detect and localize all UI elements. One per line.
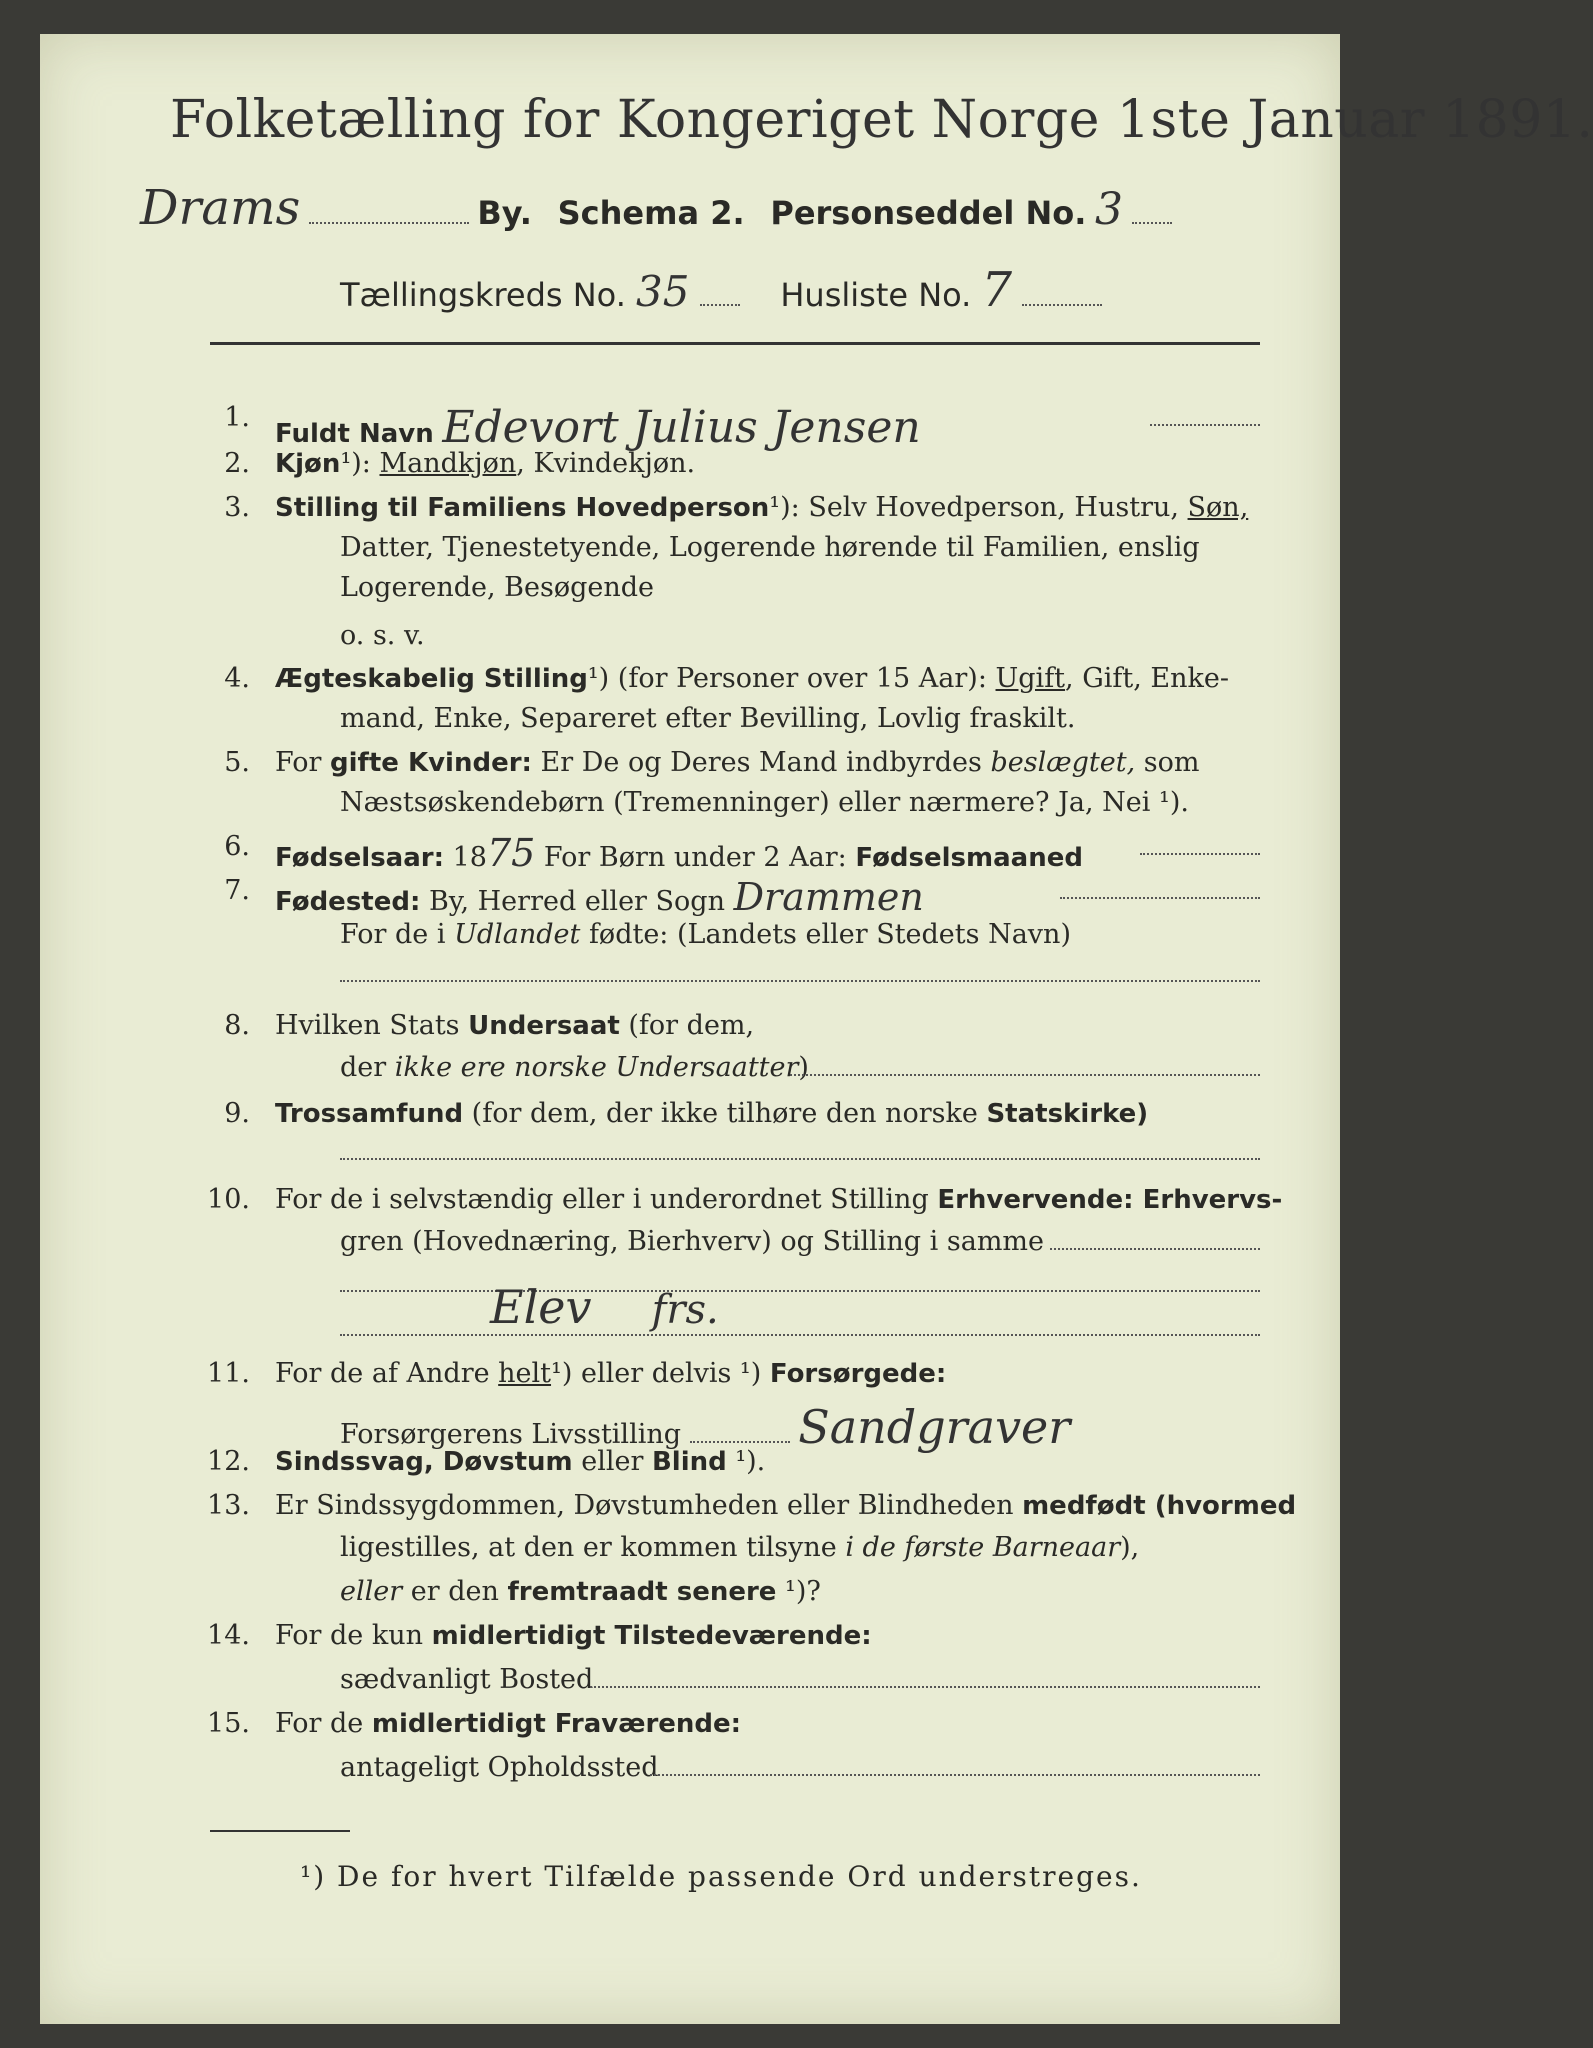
full-name-label: Fuldt Navn — [275, 419, 434, 449]
item-5 — [275, 747, 1199, 778]
position-options: ¹): Selv Hovedperson, Hustru, — [769, 492, 1188, 523]
item-15-line-2: antageligt Opholdssted — [340, 1752, 659, 1783]
item-number: 4. — [224, 663, 250, 694]
dotted-leader — [1132, 222, 1172, 224]
item-3-line-4: o. s. v. — [340, 620, 425, 651]
dotted-leader — [700, 304, 740, 306]
schema-label: Schema 2. — [557, 194, 745, 232]
item-14-prefix: For de kun — [275, 1620, 432, 1651]
religion-label: Trossamfund — [275, 1099, 464, 1129]
item-8-suffix: (for dem, — [619, 1010, 755, 1041]
item-1 — [275, 402, 921, 453]
item-13-line-2 — [340, 1532, 1139, 1563]
birthplace-label: Fødested: — [275, 887, 421, 917]
sex-male-underlined: Mandkjøn — [379, 448, 517, 479]
dotted-line — [340, 1334, 1260, 1336]
item-8 — [275, 1010, 754, 1041]
dotted-line — [590, 1686, 1260, 1688]
item-6 — [275, 831, 1083, 875]
item-11 — [275, 1358, 946, 1389]
item-7-line-2 — [340, 919, 1071, 950]
insane-deafmute-label: Sindssvag, Døvstum — [275, 1447, 573, 1477]
item-number: 5. — [224, 747, 250, 778]
congenital-label: medfødt (hvormed — [1022, 1491, 1297, 1521]
full-name-value: Edevort Julius Jensen — [442, 402, 921, 453]
birth-year-label: Fødselsaar: — [275, 843, 444, 873]
personseddel-label: Personseddel No. — [770, 194, 1087, 232]
item-9 — [275, 1098, 1148, 1129]
birth-year-value: 75 — [486, 831, 536, 875]
item-8-l2-prefix: der — [340, 1052, 395, 1083]
occupation-value-1: Elev — [490, 1280, 592, 1334]
kreds-label: Tællingskreds No. — [340, 276, 626, 314]
birthplace-text: By, Herred eller Sogn — [420, 886, 725, 917]
item-10-line-2: gren (Hovednæring, Bierhverv) og Stilling i samme — [340, 1226, 1045, 1257]
kreds-number: 35 — [636, 267, 690, 316]
occupation-text: For de i selvstændig eller i underordnet Stilling — [275, 1184, 938, 1215]
city-handwritten: Drams — [140, 180, 301, 236]
sex-female: , Kvindekjøn. — [516, 448, 696, 479]
item-number: 6. — [224, 831, 250, 862]
item-number: 14. — [207, 1620, 250, 1651]
item-8-l2-suffix: ) — [798, 1052, 809, 1083]
item-15-prefix: For de — [275, 1708, 372, 1739]
supported-partly: ¹) eller delvis ¹) — [551, 1358, 770, 1389]
sex-label: Kjøn — [275, 449, 341, 479]
item-13-l2-italic: i de første Barneaar — [845, 1532, 1121, 1563]
item-3-line-2: Datter, Tjenestetyende, Logerende hørende til Familien, enslig — [340, 532, 1200, 563]
supported-label: Forsørgede: — [769, 1359, 947, 1389]
item-8-l2-italic: ikke ere norske Undersaatter — [394, 1052, 799, 1083]
marital-label: Ægteskabelig Stilling — [275, 664, 588, 694]
occupation-label: Erhvervende: Erhvervs- — [937, 1185, 1283, 1215]
dotted-line — [650, 1774, 1260, 1776]
dotted-line — [340, 1158, 1260, 1160]
personseddel-number: 3 — [1095, 184, 1123, 235]
item-5-line-2: Næstsøskendebørn (Tremenninger) eller nærmere? Ja, Nei ¹). — [340, 787, 1189, 818]
marital-note: ¹) (for Personer over 15 Aar): — [587, 663, 996, 694]
item-number: 12. — [207, 1446, 250, 1477]
birth-month-text: For Børn under 2 Aar: — [535, 842, 856, 873]
husliste-number: 7 — [981, 262, 1013, 318]
item-number: 2. — [224, 448, 250, 479]
sex-footnote: ¹): — [340, 448, 380, 479]
item-8-prefix: Hvilken Stats — [275, 1010, 469, 1041]
item-number: 9. — [224, 1098, 250, 1129]
item-13-l2-prefix: ligestilles, at den er kommen tilsyne — [340, 1532, 846, 1563]
dotted-line — [340, 1290, 1260, 1292]
provider-label: Forsørgerens Livsstilling — [340, 1419, 682, 1450]
item-3 — [275, 492, 1248, 523]
item-number: 7. — [224, 875, 250, 906]
item-number: 10. — [207, 1184, 250, 1215]
item-2 — [275, 448, 695, 479]
provider-value: Sandgraver — [798, 1400, 1071, 1454]
item-13-l3-italic: eller — [340, 1576, 403, 1607]
item-number: 13. — [207, 1490, 250, 1521]
item-7 — [275, 875, 924, 919]
state-church-label: Statskirke) — [986, 1099, 1149, 1129]
item-5-italic: beslægtet, — [990, 747, 1136, 778]
item-13-line-3 — [340, 1576, 821, 1607]
item-number: 15. — [207, 1708, 250, 1739]
item-13 — [275, 1490, 1296, 1521]
abroad-italic: Udlandet — [454, 919, 581, 950]
dotted-line — [1050, 1248, 1260, 1250]
item-number: 3. — [224, 492, 250, 523]
item-5-suffix: som — [1135, 747, 1200, 778]
item-number: 11. — [207, 1358, 250, 1389]
item-13-text: Er Sindssygdommen, Døvstumheden eller Blindheden — [275, 1490, 1023, 1521]
item-8-line-2 — [340, 1052, 809, 1083]
marital-options: , Gift, Enke- — [1065, 663, 1229, 694]
kreds-line — [340, 262, 1102, 318]
position-label: Stilling til Familiens Hovedperson — [275, 493, 770, 523]
dotted-leader — [309, 222, 469, 224]
dotted-line — [790, 1074, 1260, 1076]
item-14-line-2: sædvanligt Bosted — [340, 1664, 594, 1695]
item-12-or: eller — [572, 1446, 652, 1477]
item-13-l3-text: er den — [402, 1576, 508, 1607]
form-title: Folketælling for Kongeriget Norge 1ste Januar 1891. — [170, 90, 1593, 150]
married-women-label: gifte Kvinder: — [330, 748, 532, 778]
temporary-present-label: midlertidigt Tilstedeværende: — [431, 1621, 872, 1651]
item-5-text: Er De og Deres Mand indbyrdes — [531, 747, 991, 778]
header-rule — [210, 342, 1260, 345]
item-number: 1. — [224, 402, 250, 433]
item-12-footnote: ¹). — [726, 1446, 766, 1477]
husliste-label: Husliste No. — [780, 276, 972, 314]
occupation-value — [490, 1280, 719, 1334]
dotted-leader — [1022, 304, 1102, 306]
birthplace-value: Drammen — [733, 875, 924, 919]
temporary-absent-label: midlertidigt Fraværende: — [371, 1709, 742, 1739]
occupation-value-2: frs. — [651, 1287, 719, 1333]
dotted-line — [1140, 853, 1260, 855]
blind-label: Blind — [651, 1447, 727, 1477]
item-13-l3-suffix: ¹)? — [776, 1576, 821, 1607]
item-number: 8. — [224, 1010, 250, 1041]
supported-prefix: For de af Andre — [275, 1358, 499, 1389]
subject-label: Undersaat — [468, 1011, 620, 1041]
dotted-line — [340, 980, 1260, 982]
marital-unmarried-underlined: Ugift — [995, 663, 1066, 694]
birth-year-prefix: 18 — [444, 842, 487, 873]
item-10 — [275, 1184, 1282, 1215]
item-13-l2-suffix: ), — [1120, 1532, 1140, 1563]
acquired-later-label: fremtraadt senere — [507, 1577, 777, 1607]
item-12 — [275, 1446, 765, 1477]
birth-month-label: Fødselsmaaned — [855, 843, 1083, 873]
item-4-line-2: mand, Enke, Separeret efter Bevilling, Lovlig fraskilt. — [340, 703, 1076, 734]
footnote-rule — [210, 1830, 350, 1832]
abroad-prefix: For de i — [340, 919, 455, 950]
item-3-line-3: Logerende, Besøgende — [340, 572, 654, 603]
abroad-suffix: fødte: (Landets eller Stedets Navn) — [580, 919, 1071, 950]
item-14 — [275, 1620, 872, 1651]
city-label: By. — [477, 194, 532, 232]
dotted-leader — [690, 1441, 790, 1443]
item-5-prefix: For — [275, 747, 331, 778]
item-4 — [275, 663, 1229, 694]
religion-text: (for dem, der ikke tilhøre den norske — [463, 1098, 987, 1129]
supported-fully-underlined: helt — [498, 1358, 552, 1389]
footnote: ¹) De for hvert Tilfælde passende Ord understreges. — [300, 1860, 1142, 1893]
position-son-underlined: Søn, — [1187, 492, 1249, 523]
item-15 — [275, 1708, 741, 1739]
city-line — [140, 180, 1172, 236]
dotted-line — [1060, 897, 1260, 899]
dotted-line — [1150, 424, 1260, 426]
